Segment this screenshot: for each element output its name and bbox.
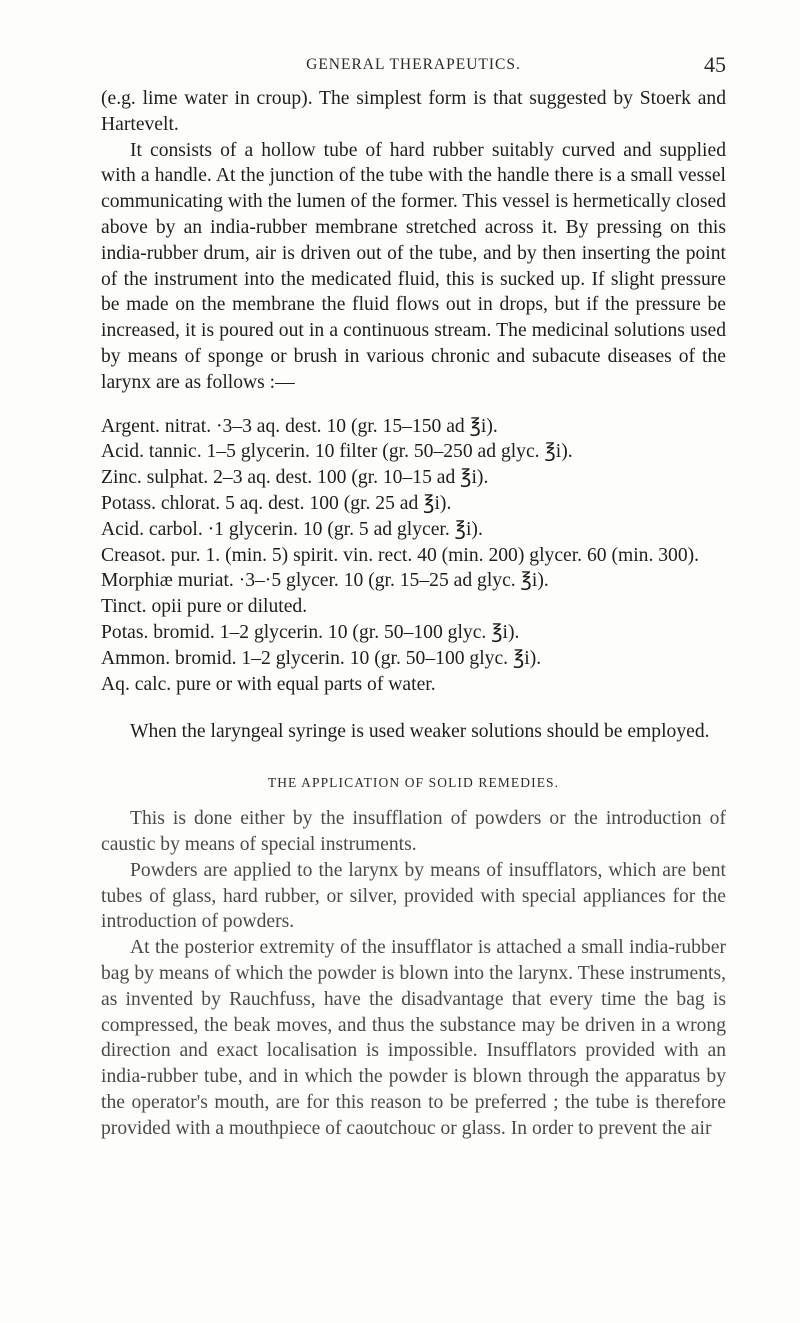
page-header (101, 50, 726, 80)
formula-line: Ammon. bromid. 1–2 glycerin. 10 (gr. 50–100 glyc. ℥i). (101, 647, 542, 669)
page-number: 45 (704, 52, 726, 77)
formula-line: Creasot. pur. 1. (min. 5) spirit. vin. rect. 40 (min. 200) glycer. 60 (min. 300). (101, 544, 700, 566)
paragraph: (e.g. lime water in croup). The simplest form is that suggested by Stoerk and Hartevelt. (101, 88, 726, 135)
formula-line: Morphiæ muriat. ·3–·5 glycer. 10 (gr. 15–25 ad glyc. ℥i). (101, 570, 549, 592)
formula-line: Aq. calc. pure or with equal parts of water. (101, 673, 436, 695)
formula-line: Zinc. sulphat. 2–3 aq. dest. 100 (gr. 10–15 ad ℥i). (101, 467, 489, 489)
body-text (101, 86, 726, 1141)
formula-line: Potass. chlorat. 5 aq. dest. 100 (gr. 25 ad ℥i). (101, 492, 452, 514)
paragraph: Powders are applied to the larynx by means of insufflators, which are bent tubes of glass, hard rubber, or silver, provided with special appliances for the introduction of powders. (101, 859, 726, 933)
paragraph: It consists of a hollow tube of hard rubber suitably curved and supplied with a handle. At the junction of the tube with the handle there is a small vessel communicating with the lumen of the former. This vessel is hermetically closed above by an india-rubber membrane stretched across it. By pressing on this india-rubber drum, air is driven out of the tube, and by then inserting the point of the instrument into the medicated fluid, this is sucked up. If slight pressure be made on the membrane the fluid flows out in drops, but if the pressure be increased, it is poured out in a continuous stream. The medicinal solutions used by means of sponge or brush in various chronic and subacute diseases of the larynx are as follows :— (101, 139, 726, 393)
formula-line: Tinct. opii pure or diluted. (101, 596, 308, 618)
running-title: GENERAL THERAPEUTICS. (306, 56, 521, 73)
faded-text-block (101, 806, 726, 1141)
formula-line: Acid. tannic. 1–5 glycerin. 10 filter (gr. 50–250 ad glyc. ℥i). (101, 441, 573, 463)
paragraph: At the posterior extremity of the insufflator is attached a small india-rubber bag by means of which the powder is blown into the larynx. These instruments, as invented by Rauchfuss, have the disadvantage that every time the bag is compressed, the beak moves, and thus the substance may be driven in a wrong direction and exact localisation is impossible. Insufflators provided with an india-rubber tube, and in which the powder is blown through the apparatus by the operator's mouth, are for this reason to be preferred ; the tube is therefore provided with a mouthpiece of caoutchouc or glass. In order to prevent the air (101, 937, 726, 1139)
formula-line: Argent. nitrat. ·3–3 aq. dest. 10 (gr. 15–150 ad ℥i). (101, 415, 498, 437)
paragraph: When the laryngeal syringe is used weaker solutions should be employed. (130, 721, 710, 743)
section-heading: THE APPLICATION OF SOLID REMEDIES. (267, 775, 560, 791)
paragraph: This is done either by the insufflation of powders or the introduction of caustic by means of special instruments. (101, 808, 726, 855)
formula-line: Acid. carbol. ·1 glycerin. 10 (gr. 5 ad glycer. ℥i). (101, 518, 483, 540)
formula-line: Potas. bromid. 1–2 glycerin. 10 (gr. 50–100 glyc. ℥i). (101, 621, 520, 643)
formula-list (101, 414, 726, 698)
